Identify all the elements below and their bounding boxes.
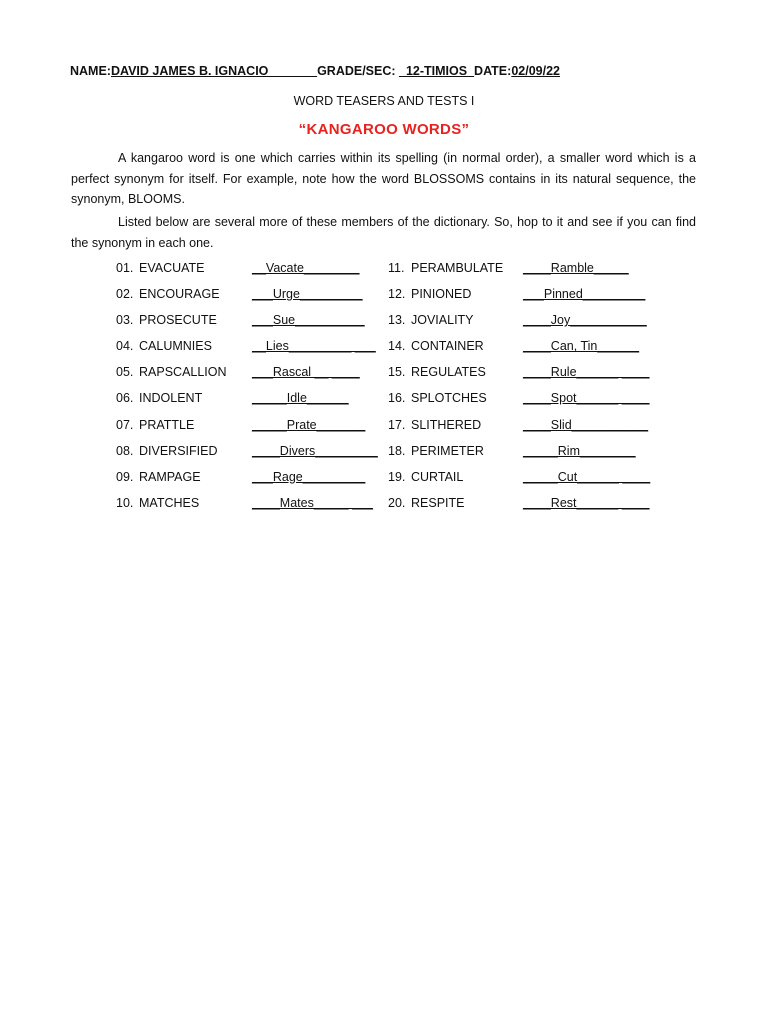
grade-value: _12-TIMIOS_	[399, 64, 475, 78]
date-label: DATE:	[474, 64, 512, 78]
item-answer: ____Rest______ ____	[523, 495, 650, 510]
item-word: CURTAIL	[411, 469, 464, 484]
item-answer: _____Idle______	[252, 391, 349, 406]
item-number: 02.	[116, 287, 134, 302]
item-word: RAPSCALLION	[139, 365, 227, 380]
item-number: 15.	[388, 365, 406, 380]
item-word: MATCHES	[139, 495, 200, 510]
item-number: 08.	[116, 443, 134, 458]
worksheet-subtitle: WORD TEASERS AND TESTS I	[293, 94, 475, 108]
item-word: RAMPAGE	[139, 469, 201, 484]
date-value: 02/09/22	[511, 64, 560, 78]
item-number: 10.	[116, 495, 134, 510]
item-number: 19.	[388, 469, 406, 484]
item-answer: ___Urge_________	[252, 287, 363, 302]
intro-paragraph: A kangaroo word is one which carries within its spelling (in normal order), a smaller word which is a perfect synonym for itself. For example, note how the word BLOSSOMS contains in its natural sequence, the synonym, BLOOMS.	[71, 151, 696, 206]
name-value: DAVID JAMES B. IGNACIO_______	[110, 64, 318, 78]
item-number: 09.	[116, 469, 134, 484]
item-word: REGULATES	[411, 365, 486, 380]
item-number: 12.	[388, 287, 406, 302]
item-answer: ____Mates_____ ___	[252, 495, 373, 510]
item-answer: __Vacate________	[252, 261, 360, 275]
item-word: RESPITE	[411, 495, 465, 510]
item-word: PINIONED	[411, 287, 472, 302]
grade-label: GRADE/SEC:	[317, 64, 400, 78]
item-answer: ____Joy___________	[523, 313, 647, 328]
item-word: EVACUATE	[139, 261, 205, 275]
item-answer: _____Rim________	[523, 443, 636, 458]
item-number: 18.	[388, 443, 406, 458]
item-word: SLITHERED	[411, 417, 482, 432]
item-answer: _____Prate_______	[252, 417, 366, 432]
name-label: NAME:	[70, 64, 111, 78]
item-number: 06.	[116, 391, 134, 406]
item-answer: ____Spot______ ____	[523, 391, 650, 406]
item-answer: ____Slid___________	[523, 417, 649, 432]
item-word: ENCOURAGE	[139, 287, 220, 302]
item-word: PERIMETER	[411, 443, 484, 458]
item-number: 13.	[388, 313, 406, 328]
item-word: JOVIALITY	[411, 313, 474, 328]
item-word: INDOLENT	[139, 391, 203, 406]
item-number: 07.	[116, 417, 134, 432]
item-answer: ____Can, Tin______	[523, 339, 640, 354]
item-number: 03.	[116, 313, 134, 328]
item-number: 14.	[388, 339, 406, 354]
item-word: SPLOTCHES	[411, 391, 487, 406]
item-word: PRATTLE	[139, 417, 195, 432]
item-answer: ____Ramble_____	[523, 261, 629, 275]
item-answer: ____Divers_________	[252, 443, 378, 458]
item-number: 20.	[388, 495, 406, 510]
item-word: DIVERSIFIED	[139, 443, 218, 458]
item-word: CONTAINER	[411, 339, 484, 354]
worksheet-title: “KANGAROO WORDS”	[298, 121, 470, 138]
item-word: CALUMNIES	[139, 339, 212, 354]
item-word: PROSECUTE	[139, 313, 217, 328]
instructions-paragraph: Listed below are several more of these members of the dictionary. So, hop to it and see if you can find the synonym in each one.	[71, 215, 696, 250]
item-number: 16.	[388, 391, 406, 406]
item-number: 01.	[116, 261, 134, 275]
header-line	[70, 64, 710, 78]
item-answer: ____Rule______ ____	[523, 365, 650, 380]
item-number: 05.	[116, 365, 134, 380]
item-answer: ___Rascal __ ____	[252, 365, 360, 380]
item-number: 11.	[388, 261, 405, 275]
item-number: 17.	[388, 417, 406, 432]
item-answer: __Lies_________ ___	[252, 339, 376, 354]
item-word: PERAMBULATE	[411, 261, 504, 275]
item-answer: ___Rage_________	[252, 469, 366, 484]
item-answer: ___Sue__________	[252, 313, 365, 328]
item-answer: _____Cut______ ____	[523, 469, 651, 484]
item-number: 04.	[116, 339, 134, 354]
item-answer: ___Pinned_________	[523, 287, 646, 302]
